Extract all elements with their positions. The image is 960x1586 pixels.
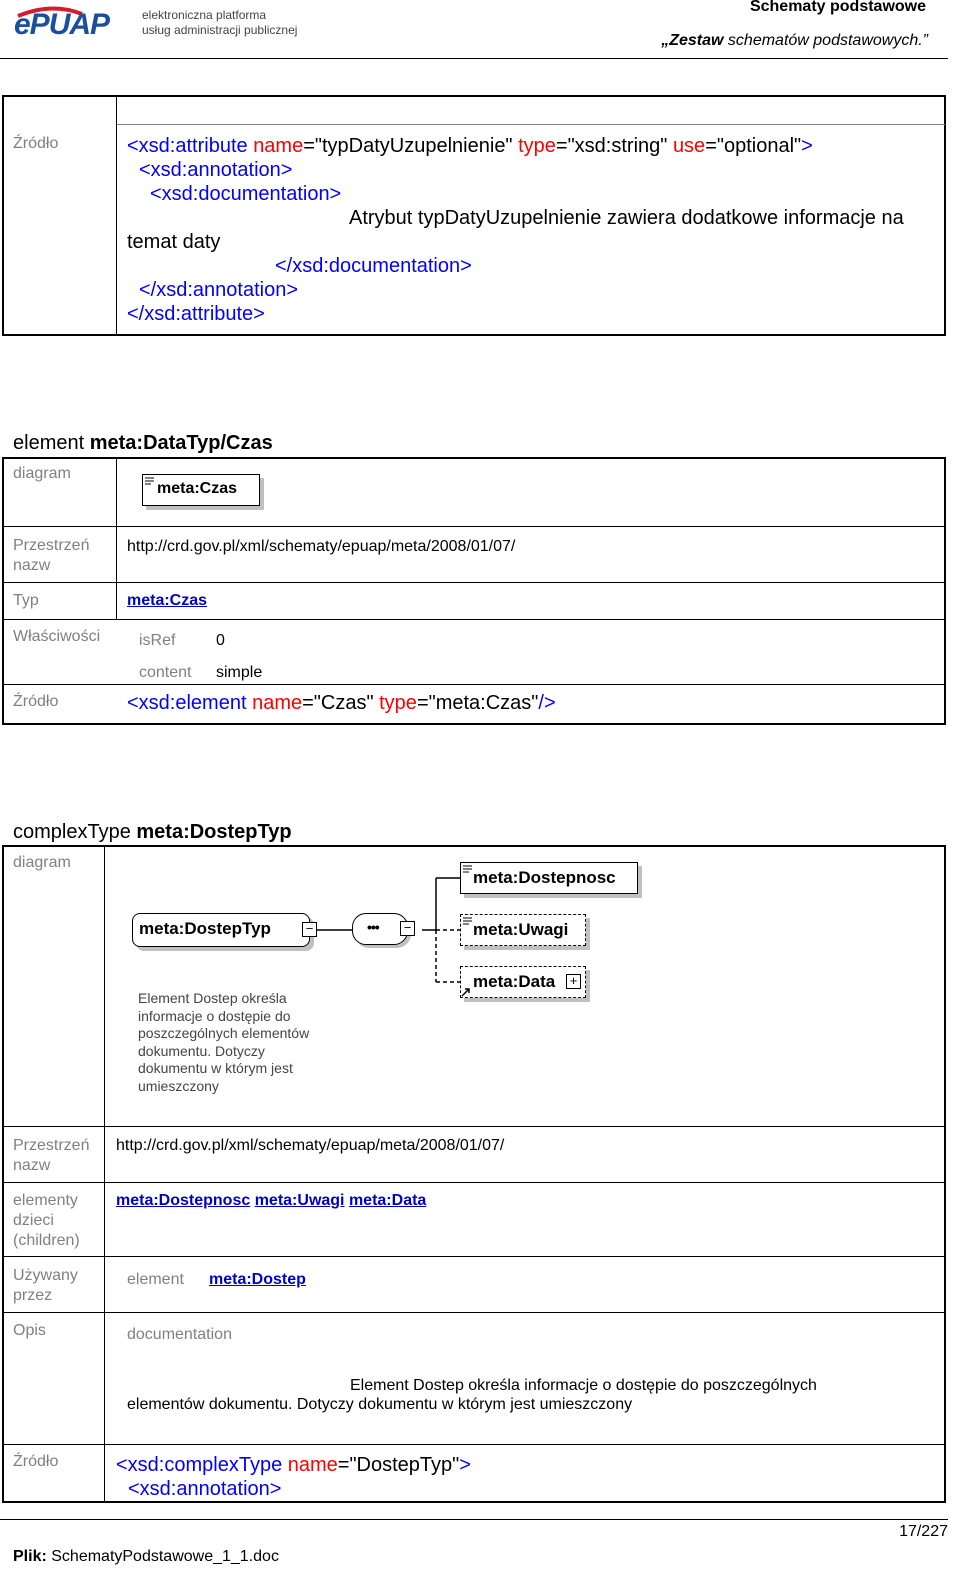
collapse-icon: − [302, 922, 317, 937]
child-link-dostepnosc[interactable]: meta:Dostepnosc [116, 1192, 251, 1209]
czas-row-1 [3, 526, 945, 527]
dostep-src-line-1: <xsd:complexType name="DostepTyp"> [116, 1454, 471, 1476]
czas-ns-label: Przestrzeń nazw [13, 537, 90, 574]
element-marker-icon [145, 476, 155, 486]
attr-line-5: temat daty [127, 231, 221, 253]
dostep-diagram-label: diagram [13, 854, 71, 871]
footer-file: Plik: SchematyPodstawowe_1_1.doc [13, 1548, 279, 1565]
attr-source-code [127, 134, 937, 326]
expand-icon: + [566, 974, 581, 989]
dostep-ns-value: http://crd.gov.pl/xml/schematy/epuap/meta/2008/01/07/ [116, 1137, 505, 1154]
element-marker-icon [463, 916, 473, 926]
header-rule [0, 58, 948, 59]
logo-text: ePUAP [14, 8, 110, 41]
dostep-row-1 [3, 1126, 945, 1127]
dostep-row-3 [3, 1256, 945, 1257]
czas-diagram-label: diagram [13, 465, 71, 482]
attr-line-3: <xsd:documentation> [150, 183, 342, 205]
dostep-row-4 [3, 1312, 945, 1313]
czas-row-3 [3, 619, 945, 620]
attribute-table-divider [116, 96, 117, 335]
dostep-row-5 [3, 1444, 945, 1445]
dostep-children-links [116, 1192, 426, 1210]
epuap-logo [12, 4, 302, 44]
dostep-src-line-2: <xsd:annotation> [128, 1478, 282, 1500]
collapse-icon: − [400, 921, 415, 936]
czas-props-label: Właściwości [13, 628, 101, 645]
attr-line-8: </xsd:attribute> [127, 303, 265, 325]
czas-ns-value: http://crd.gov.pl/xml/schematy/epuap/meta/2008/01/07/ [127, 538, 516, 555]
diagram-node-uwagi: meta:Uwagi [460, 914, 586, 946]
dostep-desc-line-2: elementów dokumentu. Dotyczy dokumentu w którym jest umieszczony [127, 1396, 633, 1413]
header-subtitle-rest: schematów podstawowych.” [723, 32, 928, 49]
czas-row-4 [3, 684, 945, 685]
reference-arrow-icon [461, 985, 473, 997]
attr-line-1: <xsd:attribute name="typDatyUzupelnienie" type="xsd:string" use="optional"> [127, 135, 813, 157]
dostep-source-code [116, 1453, 471, 1501]
czas-diagram-node: meta:Czas [142, 474, 260, 506]
dostep-desc-line-1: Element Dostep określa informacje o dostępie do poszczególnych [350, 1377, 817, 1394]
attr-line-4: Atrybut typDatyUzupelnienie zawiera dodatkowe informacje na [349, 207, 904, 229]
attr-line-6: </xsd:documentation> [275, 255, 472, 277]
dostep-children-label: elementy dzieci (children) [13, 1192, 80, 1249]
dostep-used-link[interactable]: meta:Dostep [209, 1271, 306, 1288]
dostep-used-label: Używany przez [13, 1267, 78, 1304]
header-subtitle [661, 32, 928, 50]
diagram-annotation-note: Element Dostep określa informacje o dostępie do poszczególnych elementów dokumentu. Dotyczy dokumentu w którym jest umieszczony [138, 990, 310, 1094]
footer-rule [0, 1519, 948, 1520]
dostep-ns-label: Przestrzeń nazw [13, 1137, 90, 1174]
dostep-source-label: Źródło [13, 1453, 59, 1470]
diagram-node-dosteptyp: meta:DostepTyp − [132, 913, 310, 947]
dostep-section-title: complexType meta:DostepTyp [13, 821, 292, 843]
dostep-row-2 [3, 1182, 945, 1183]
czas-prop-content-name: content [139, 664, 192, 681]
czas-source-code: <xsd:element name="Czas" type="meta:Czas"/> [127, 692, 556, 714]
logo-tagline-2: usług administracji publicznej [142, 23, 298, 37]
czas-prop-isref-value: 0 [216, 632, 225, 649]
czas-type-label: Typ [13, 592, 39, 609]
attribute-table-top-row [117, 124, 945, 125]
header-title: Schematy podstawowe [749, 0, 926, 15]
logo-tagline-1: elektroniczna platforma [142, 8, 267, 22]
footer-page-number: 17/227 [899, 1523, 948, 1540]
child-link-data[interactable]: meta:Data [348, 1192, 427, 1209]
diagram-node-dostepnosc: meta:Dostepnosc [460, 862, 638, 894]
dostep-desc-kind: documentation [127, 1326, 232, 1343]
dostep-desc-label: Opis [13, 1322, 46, 1339]
czas-type-link[interactable]: meta:Czas [127, 592, 208, 609]
attr-source-label: Źródło [13, 135, 59, 152]
header-subtitle-bold: „Zestaw [661, 32, 724, 49]
attr-line-7: </xsd:annotation> [139, 279, 299, 301]
attr-line-2: <xsd:annotation> [139, 159, 293, 181]
element-marker-icon [463, 864, 473, 874]
diagram-sequence-node: ••• − [352, 913, 408, 945]
czas-prop-content-value: simple [216, 664, 263, 681]
czas-section-title: element meta:DataTyp/Czas [13, 432, 273, 454]
czas-source-label: Źródło [13, 693, 59, 710]
dostep-used-kind: element [127, 1271, 184, 1288]
czas-table-divider [116, 458, 117, 620]
czas-prop-isref-name: isRef [139, 632, 176, 649]
child-link-uwagi[interactable]: meta:Uwagi [254, 1192, 345, 1209]
czas-row-2 [3, 582, 945, 583]
diagram-node-data: meta:Data + [460, 966, 586, 998]
